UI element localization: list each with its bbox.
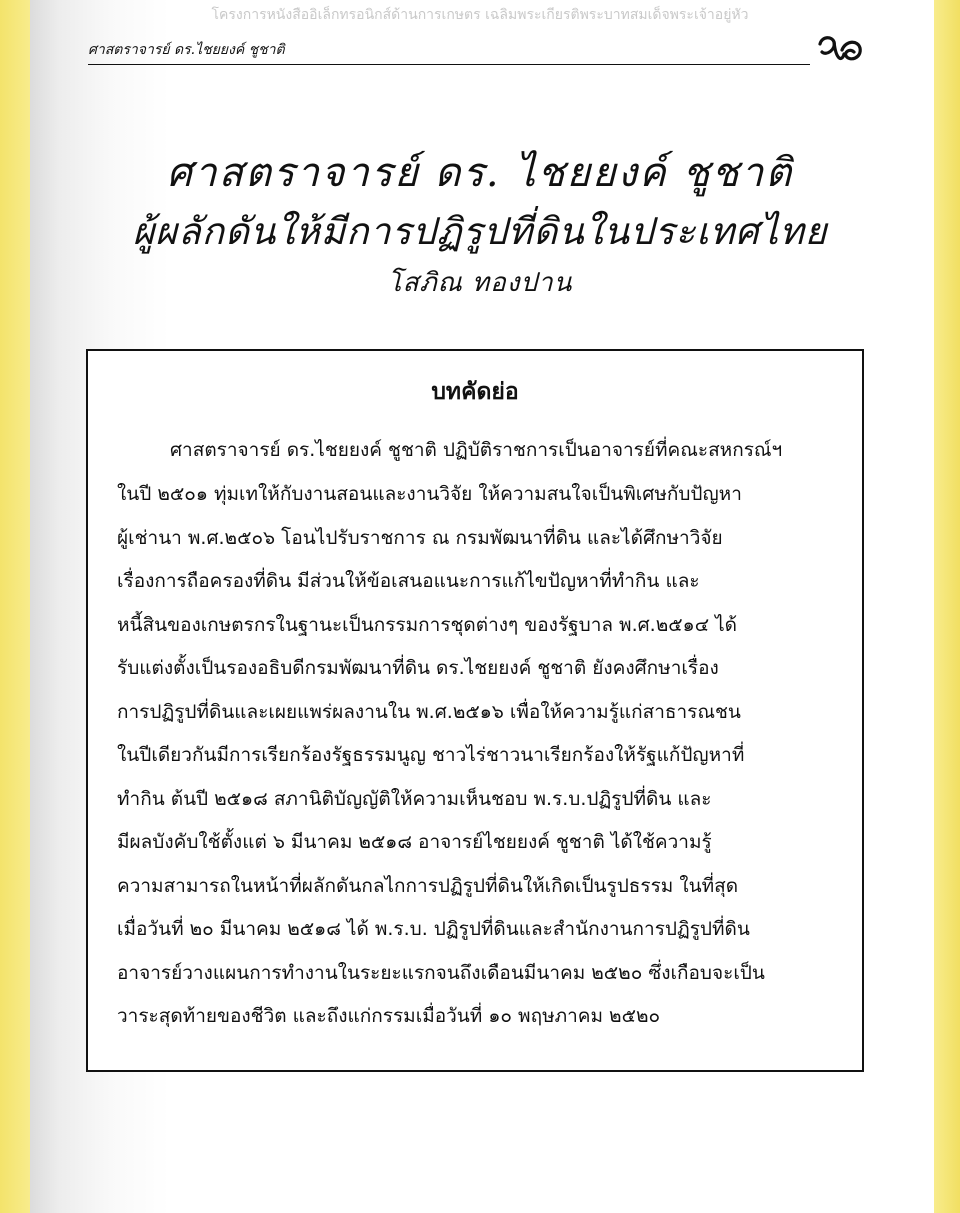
abstract-line: รับแต่งตั้งเป็นรองอธิบดีกรมพัฒนาที่ดิน ดร.ไชยยงค์ ชูชาติ ยังคงศึกษาเรื่อง [117, 657, 719, 679]
page-background-right [934, 0, 960, 1213]
author-name: โสภิณ ทองปาน [387, 268, 573, 298]
header-watermark: โครงการหนังสืออิเล็กทรอนิกส์ด้านการเกษตร เฉลิมพระเกียรติพระบาทสมเด็จพระเจ้าอยู่หัว [211, 7, 749, 23]
abstract-line: เมื่อวันที่ ๒๐ มีนาคม ๒๕๑๘ ได้ พ.ร.บ. ปฏิรูปที่ดินและสำนักงานการปฏิรูปที่ดิน [117, 918, 750, 940]
abstract-line: หนี้สินของเกษตรกรในฐานะเป็นกรรมการชุดต่างๆ ของรัฐบาล พ.ศ.๒๕๑๔ ได้ [117, 614, 738, 636]
running-head-text: ศาสตราจารย์ ดร.ไชยยงค์ ชูชาติ [88, 42, 285, 58]
page-number-mark [812, 30, 868, 70]
abstract-line: ทำกิน ต้นปี ๒๕๑๘ สภานิติบัญญัติให้ความเห็นชอบ พ.ร.บ.ปฏิรูปที่ดิน และ [117, 788, 712, 810]
abstract-line: ศาสตราจารย์ ดร.ไชยยงค์ ชูชาติ ปฏิบัติราชการเป็นอาจารย์ที่คณะสหกรณ์ฯ [170, 439, 783, 461]
running-head [88, 40, 810, 65]
document-title: ศาสตราจารย์ ดร. ไชยยงค์ ชูชาติ [166, 150, 794, 196]
page-background-left [0, 0, 30, 1213]
abstract-line: อาจารย์วางแผนการทำงานในระยะแรกจนถึงเดือนมีนาคม ๒๕๒๐ ซึ่งเกือบจะเป็น [117, 962, 765, 984]
abstract-line: ความสามารถในหน้าที่ผลักดันกลไกการปฏิรูปที่ดินให้เกิดเป็นรูปธรรม ในที่สุด [117, 875, 739, 897]
abstract-line: ในปีเดียวกันมีการเรียกร้องรัฐธรรมนูญ ชาวไร่ชาวนาเรียกร้องให้รัฐแก้ปัญหาที่ [117, 744, 745, 766]
abstract-line: ผู้เช่านา พ.ศ.๒๕๐๖ โอนไปรับราชการ ณ กรมพัฒนาที่ดิน และได้ศึกษาวิจัย [117, 527, 723, 549]
abstract-line: เรื่องการถือครองที่ดิน มีส่วนให้ข้อเสนอแนะการแก้ไขปัญหาที่ทำกิน และ [117, 570, 700, 592]
abstract-heading: บทคัดย่อ [431, 379, 519, 405]
abstract-line: การปฏิรูปที่ดินและเผยแพร่ผลงานใน พ.ศ.๒๕๑๖ เพื่อให้ความรู้แก่สาธารณชน [117, 701, 741, 723]
abstract-line: ในปี ๒๕๐๑ ทุ่มเทให้กับงานสอนและงานวิจัย ให้ความสนใจเป็นพิเศษกับปัญหา [117, 483, 742, 505]
abstract-line: มีผลบังคับใช้ตั้งแต่ ๖ มีนาคม ๒๕๑๘ อาจารย์ไชยยงค์ ชูชาติ ได้ใช้ความรู้ [117, 831, 712, 853]
document-subtitle: ผู้ผลักดันให้มีการปฏิรูปที่ดินในประเทศไทย [132, 210, 828, 253]
abstract-line: วาระสุดท้ายของชีวิต และถึงแก่กรรมเมื่อวันที่ ๑๐ พฤษภาคม ๒๕๒๐ [117, 1005, 661, 1027]
